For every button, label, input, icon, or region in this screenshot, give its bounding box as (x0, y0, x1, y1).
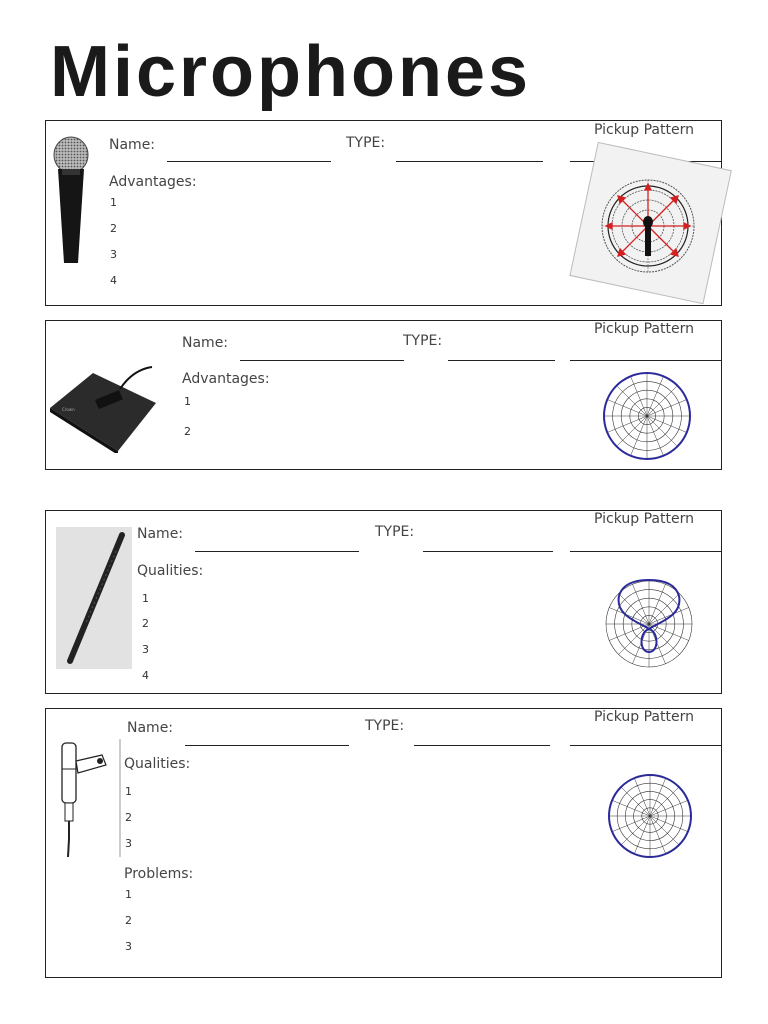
problems-label: Problems: (124, 866, 194, 882)
list-item-number: 2 (110, 222, 117, 235)
microphone-card-4 (45, 708, 722, 978)
advantages-label: Advantages: (182, 371, 270, 387)
list-item-number: 2 (125, 914, 132, 927)
name-label: Name: (182, 335, 229, 351)
type-answer-line[interactable] (396, 161, 543, 162)
list-item-number: 3 (125, 837, 132, 850)
list-item-number: 3 (142, 643, 149, 656)
type-label: TYPE: (403, 333, 443, 349)
pickup-pattern-line (570, 551, 721, 552)
type-answer-line[interactable] (423, 551, 553, 552)
advantages-label: Advantages: (109, 174, 197, 190)
type-label: TYPE: (346, 135, 386, 151)
name-label: Name: (127, 720, 174, 736)
list-item-number: 4 (110, 274, 117, 287)
svg-text:Crown: Crown (62, 407, 75, 412)
pickup-pattern-label: Pickup Pattern (594, 321, 694, 337)
omnidirectional-pattern-icon (605, 771, 695, 861)
pickup-pattern-line (570, 360, 721, 361)
list-item-number: 1 (142, 592, 149, 605)
list-item-number: 2 (184, 425, 191, 438)
name-label: Name: (109, 137, 156, 153)
qualities-label: Qualities: (137, 563, 204, 579)
boundary-microphone-image (48, 363, 158, 453)
list-item-number: 1 (125, 888, 132, 901)
microphone-card-1 (45, 120, 722, 306)
list-item-number: 3 (125, 940, 132, 953)
lavalier-microphone-image (56, 739, 122, 857)
pickup-pattern-line (570, 745, 721, 746)
list-item-number: 4 (142, 669, 149, 682)
list-item-number: 2 (125, 811, 132, 824)
name-answer-line[interactable] (195, 551, 359, 552)
name-answer-line[interactable] (167, 161, 331, 162)
shotgun-microphone-image (56, 527, 132, 669)
type-answer-line[interactable] (448, 360, 555, 361)
list-item-number: 3 (110, 248, 117, 261)
qualities-label: Qualities: (124, 756, 191, 772)
list-item-number: 2 (142, 617, 149, 630)
omnidirectional-arrows-pattern-icon (560, 141, 740, 311)
name-label: Name: (137, 526, 184, 542)
list-item-number: 1 (110, 196, 117, 209)
name-answer-line[interactable] (240, 360, 404, 361)
supercardioid-pattern-icon (602, 577, 696, 671)
pickup-pattern-label: Pickup Pattern (594, 709, 694, 725)
microphone-card-2 (45, 320, 722, 470)
type-label: TYPE: (365, 718, 405, 734)
type-label: TYPE: (375, 524, 415, 540)
omnidirectional-pattern-icon (600, 369, 694, 463)
handheld-microphone-image (52, 135, 90, 265)
pickup-pattern-label: Pickup Pattern (594, 511, 694, 527)
list-item-number: 1 (125, 785, 132, 798)
microphone-card-3 (45, 510, 722, 694)
list-item-number: 1 (184, 395, 191, 408)
page-title: Microphones (50, 32, 532, 112)
name-answer-line[interactable] (185, 745, 349, 746)
pickup-pattern-label: Pickup Pattern (594, 122, 694, 138)
type-answer-line[interactable] (414, 745, 550, 746)
